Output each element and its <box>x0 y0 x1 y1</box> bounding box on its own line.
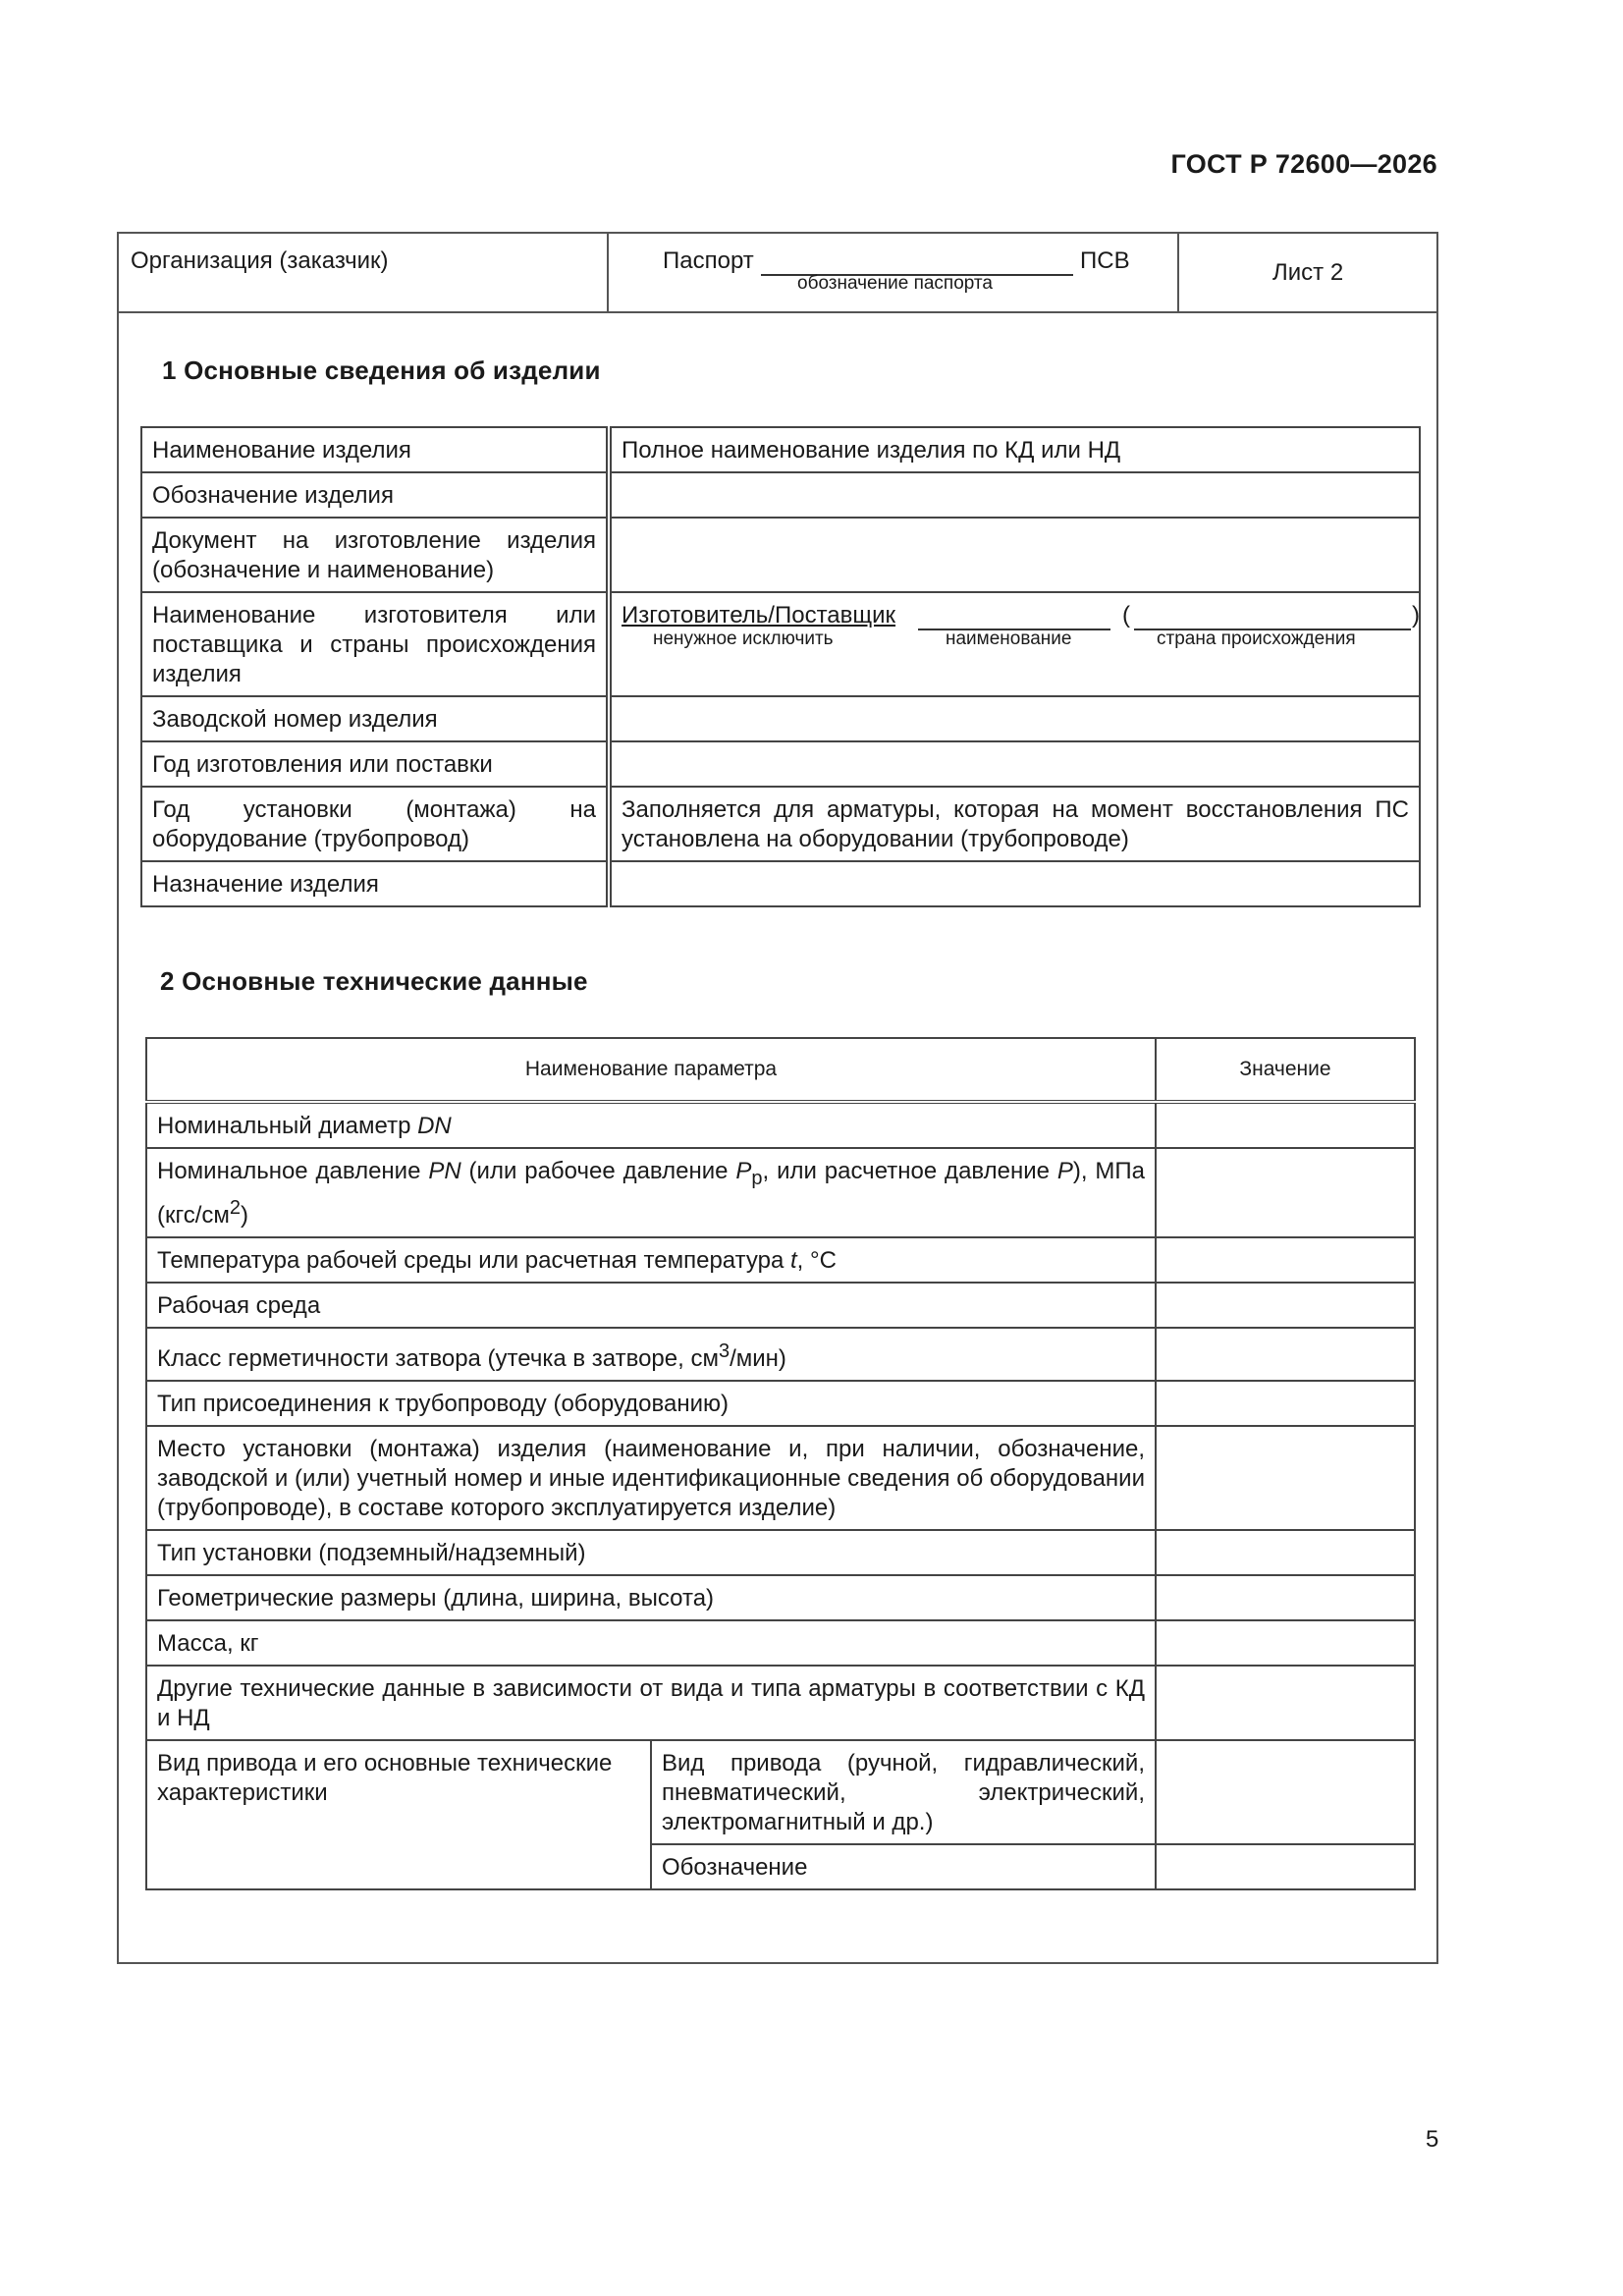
passport-sheet-frame <box>117 232 1438 1964</box>
param-cell: Масса, кг <box>146 1620 1156 1666</box>
passport-cell <box>609 234 1179 311</box>
row-label: Год изготовления или поставки <box>141 741 609 787</box>
table-row <box>141 592 1420 696</box>
value-cell <box>1156 1620 1415 1666</box>
table-header-row <box>146 1038 1415 1102</box>
table-row <box>146 1740 1415 1844</box>
paren-close: ) <box>1412 602 1420 629</box>
row-label: Назначение изделия <box>141 861 609 906</box>
row-value: Заполняется для арматуры, которая на момент восстановления ПС установлена на оборудовании (трубопроводе) <box>609 787 1420 861</box>
table-row <box>146 1426 1415 1530</box>
param-cell: Тип установки (подземный/надземный) <box>146 1530 1156 1575</box>
drive-param-cell: Вид привода (ручной, гидравлический, пневматический, электрический, электромагнитный и др.) <box>651 1740 1156 1844</box>
param-cell: Рабочая среда <box>146 1283 1156 1328</box>
table-row <box>141 696 1420 741</box>
caption-country: страна происхождения <box>1157 629 1356 649</box>
table-row <box>141 472 1420 518</box>
table-row <box>141 518 1420 592</box>
row-value: Полное наименование изделия по КД или НД <box>609 427 1420 472</box>
table-row <box>141 741 1420 787</box>
row-value <box>609 696 1420 741</box>
row-label: Год установки (монтажа) на оборудование (трубопровод) <box>141 787 609 861</box>
param-cell: Номинальное давление PN (или рабочее давление $P_р$, или расчетное давление P), МПа $(кгс/см^2)$ <box>146 1148 1156 1237</box>
param-cell: Класс герметичности затвора (утечка в затворе, $см^3/мин$) <box>146 1328 1156 1381</box>
param-cell: Тип присоединения к трубопроводу (оборудованию) <box>146 1381 1156 1426</box>
table-row <box>146 1237 1415 1283</box>
section-1-title: 1 Основные сведения об изделии <box>162 355 601 385</box>
value-cell <box>1156 1844 1415 1889</box>
sheet-cell <box>1179 234 1436 311</box>
param-cell: Геометрические размеры (длина, ширина, высота) <box>146 1575 1156 1620</box>
value-cell <box>1156 1102 1415 1148</box>
manufacturer-field-cell <box>609 592 1420 696</box>
row-label: Заводской номер изделия <box>141 696 609 741</box>
row-value <box>609 741 1420 787</box>
param-cell: Температура рабочей среды или расчетная температура t, °С <box>146 1237 1156 1283</box>
column-header-parameter: Наименование параметра <box>146 1038 1156 1102</box>
manufacturer-label: Изготовитель/Поставщик <box>622 602 896 629</box>
value-cell <box>1156 1740 1415 1844</box>
row-label: Наименование изготовителя или поставщика и страны происхождения изделия <box>141 592 609 696</box>
row-label: Наименование изделия <box>141 427 609 472</box>
organization-cell <box>119 234 609 311</box>
sheet-header <box>119 234 1436 313</box>
param-cell: Номинальный диаметр DN <box>146 1102 1156 1148</box>
passport-label: Паспорт <box>663 247 754 274</box>
table-row <box>146 1575 1415 1620</box>
table-row <box>141 787 1420 861</box>
table-row <box>146 1666 1415 1740</box>
column-header-value: Значение <box>1156 1038 1415 1102</box>
value-cell <box>1156 1237 1415 1283</box>
table-row <box>146 1530 1415 1575</box>
table-row <box>146 1283 1415 1328</box>
table-row <box>146 1328 1415 1381</box>
value-cell <box>1156 1575 1415 1620</box>
table-row <box>141 427 1420 472</box>
param-cell: Место установки (монтажа) изделия (наименование и, при наличии, обозначение, заводской и (или) учетный номер и иные идентификационные сведения об оборудовании (трубопроводе), в составе которого эксплуатируется изделие) <box>146 1426 1156 1530</box>
caption-name: наименование <box>946 629 1072 649</box>
technical-data-table <box>145 1037 1416 1890</box>
row-value <box>609 518 1420 592</box>
param-cell: Другие технические данные в зависимости от вида и типа арматуры в соответствии с КД и НД <box>146 1666 1156 1740</box>
table-row <box>146 1620 1415 1666</box>
drive-label-cell: Вид привода и его основные технические характеристики <box>146 1740 651 1889</box>
drive-param-cell: Обозначение <box>651 1844 1156 1889</box>
sheet-number: Лист 2 <box>1272 259 1344 286</box>
row-label: Обозначение изделия <box>141 472 609 518</box>
value-cell <box>1156 1328 1415 1381</box>
product-info-table <box>140 426 1421 907</box>
table-row <box>141 861 1420 906</box>
table-row <box>146 1102 1415 1148</box>
row-value <box>609 472 1420 518</box>
value-cell <box>1156 1426 1415 1530</box>
document-code: ГОСТ Р 72600—2026 <box>1170 149 1437 179</box>
table-row <box>146 1381 1415 1426</box>
row-value <box>609 861 1420 906</box>
caption-exclude: ненужное исключить <box>653 629 834 649</box>
section-2-title: 2 Основные технические данные <box>160 966 588 996</box>
paren-open: ( <box>1122 602 1130 629</box>
value-cell <box>1156 1283 1415 1328</box>
row-label: Документ на изготовление изделия (обозначение и наименование) <box>141 518 609 592</box>
table-row <box>146 1148 1415 1237</box>
manufacturer-field <box>622 601 1420 689</box>
value-cell <box>1156 1148 1415 1237</box>
passport-caption: обозначение паспорта <box>797 273 993 294</box>
organization-label: Организация (заказчик) <box>131 247 389 274</box>
passport-suffix: ПСВ <box>1080 247 1130 274</box>
page-number: 5 <box>1426 2126 1439 2153</box>
value-cell <box>1156 1381 1415 1426</box>
value-cell <box>1156 1530 1415 1575</box>
value-cell <box>1156 1666 1415 1740</box>
